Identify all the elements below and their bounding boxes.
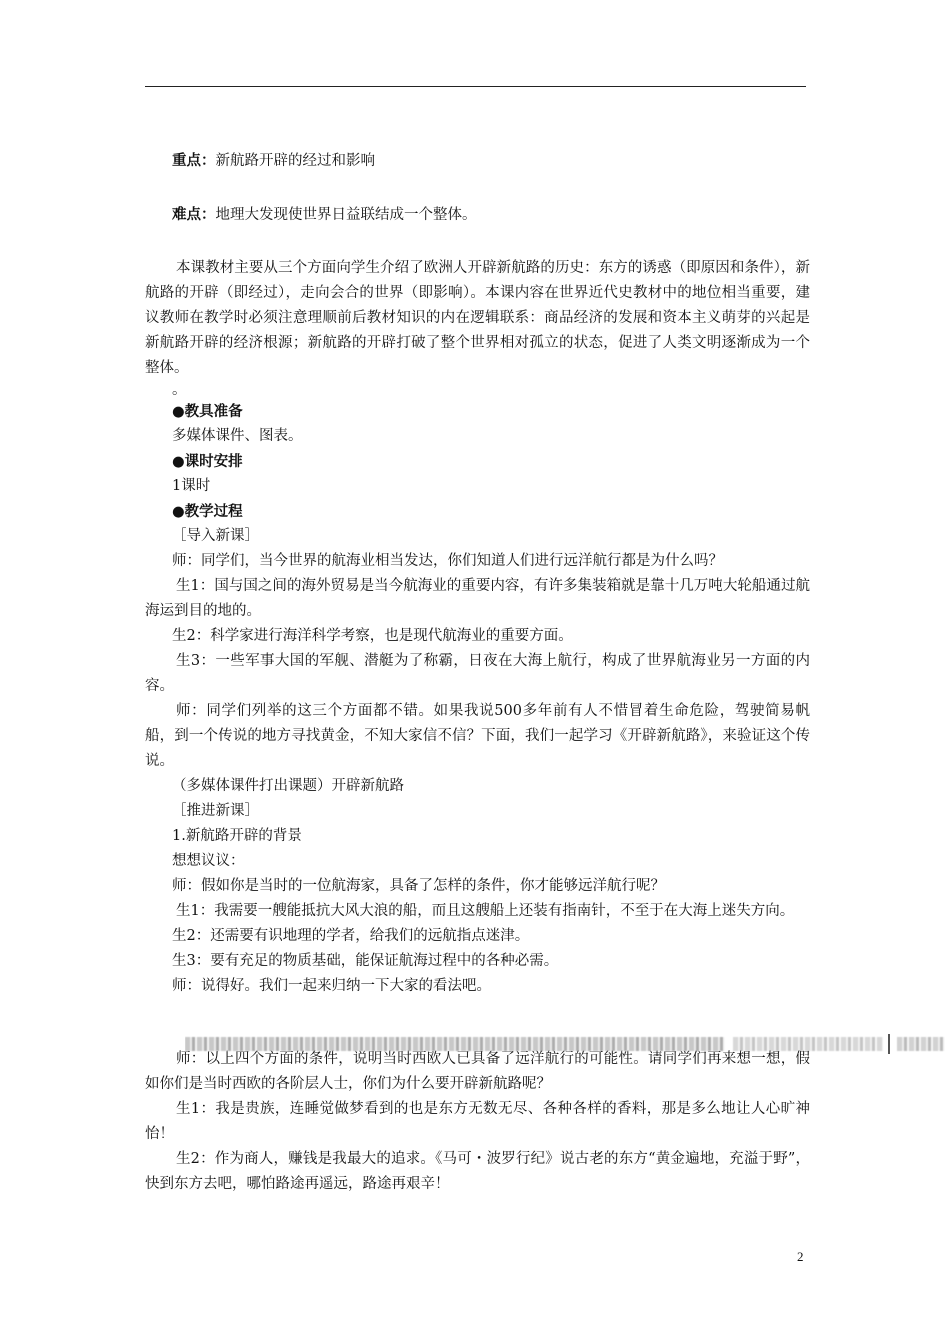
difficulty-text: 地理大发现使世界日益联结成一个整体。: [215, 207, 477, 223]
dialogue-line: （多媒体课件打出课题）开辟新航路: [172, 778, 404, 794]
dialogue-line: 生1：我需要一艘能抵抗大风大浪的船，而且这艘船上还装有指南针，不至于在大海上迷失方向。: [176, 903, 795, 919]
dialogue-line: 师：说得好。我们一起来归纳一下大家的看法吧。: [172, 978, 491, 994]
tools-text: 多媒体课件、图表。: [172, 428, 303, 444]
time-title: ●课时安排: [172, 453, 243, 470]
dialogue-line: ［推进新课］: [172, 803, 259, 819]
intro-paragraph: 本课教材主要从三个方面向学生介绍了欧洲人开辟新航路的历史：东方的诱惑（即原因和条件），新航路的开辟（即经过），走向会合的世界（即影响）。本课内容在世界近代史教材中的地位相当重要，建议教师在教学时必须注意理顺前后教材知识的内在逻辑联系：商品经济的发展和资本主义萌芽的兴起是新航路开辟的经济根源；新航路的开辟打破了整个世界相对孤立的状态，促进了人类文明逐渐成为一个整体。: [145, 260, 810, 376]
dialogue-line: 生1：国与国之间的海外贸易是当今航海业的重要内容，有许多集装箱就是靠十几万吨大轮船通过航海运到目的地的。: [145, 578, 810, 619]
dialogue-line: 生2：还需要有识地理的学者，给我们的远航指点迷津。: [172, 928, 530, 944]
dialogue-line: 师：同学们列举的这三个方面都不错。如果我说500多年前有人不惜冒着生命危险，驾驶简易帆船，到一个传说的地方寻找黄金，不知大家信不信？下面，我们一起学习《开辟新航路》，来验证这个传说。: [145, 703, 810, 769]
process-title: ●教学过程: [172, 503, 243, 520]
focus-line: [145, 148, 810, 174]
dialogue-line: 师：假如你是当时的一位航海家，具备了怎样的条件，你才能够远洋航行呢？: [172, 878, 665, 894]
dialogue-line: ［导入新课］: [172, 528, 259, 544]
focus-text: 新航路开辟的经过和影响: [215, 153, 375, 169]
section-heading: 1.新航路开辟的背景: [172, 828, 302, 844]
time-text: 1课时: [172, 478, 211, 494]
dialogue-line: 师：以上四个方面的条件，说明当时西欧人已具备了远洋航行的可能性。请同学们再来想一想，假如你们是当时西欧的各阶层人士，你们为什么要开辟新航路呢？: [145, 1051, 810, 1092]
header-rule: [145, 86, 806, 87]
blurred-table-image: [185, 1032, 945, 1056]
difficulty-label: 难点：: [172, 206, 216, 223]
dialogue-line: 师：同学们，当今世界的航海业相当发达，你们知道人们进行远洋航行都是为什么吗？: [172, 553, 723, 569]
dialogue-line: 生1：我是贵族，连睡觉做梦看到的也是东方无数无尽、各种各样的香料，那是多么地让人心旷神怡！: [145, 1101, 810, 1142]
dialogue-line: 生2：作为商人，赚钱是我最大的追求。《马可・波罗行纪》说古老的东方“黄金遍地，充溢于野”，快到东方去吧，哪怕路途再遥远，路途再艰辛！: [145, 1151, 810, 1192]
page-number: 2: [797, 1249, 804, 1264]
dialogue-line: 想想议议：: [172, 853, 245, 869]
dialogue-line: 生3：要有充足的物质基础，能保证航海过程中的各种必需。: [172, 953, 559, 969]
dialogue-line: 生3：一些军事大国的军舰、潜艇为了称霸，日夜在大海上航行，构成了世界航海业另一方面的内容。: [145, 653, 810, 694]
difficulty-line: [145, 202, 810, 228]
stray-mark: 。: [172, 382, 187, 398]
dialogue-line: 生2：科学家进行海洋科学考察，也是现代航海业的重要方面。: [172, 628, 573, 644]
tools-title: ●教具准备: [172, 403, 243, 420]
focus-label: 重点：: [172, 152, 216, 169]
